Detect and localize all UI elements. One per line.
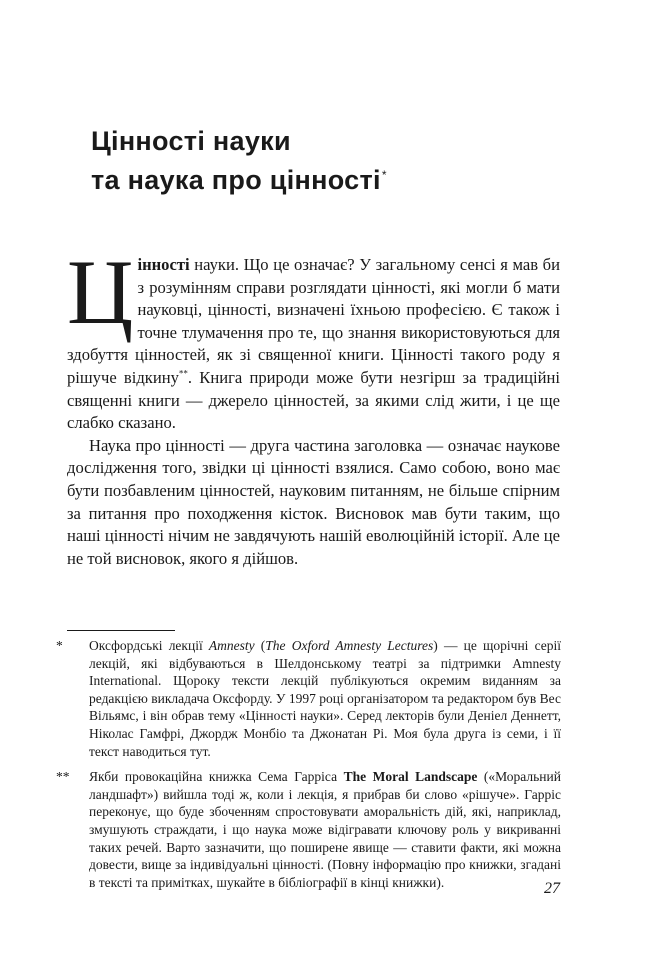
lead-word: інності (137, 255, 190, 274)
footnote-separator (67, 630, 175, 631)
chapter-title-line-2: та наука про цінності* (91, 165, 387, 195)
page-number: 27 (544, 880, 560, 897)
chapter-body (67, 241, 560, 570)
footnote-ref: ** (178, 368, 188, 379)
chapter-title-line-1: Цінності науки (91, 126, 291, 156)
chapter-title (91, 124, 571, 197)
paragraph-2: Наука про цінності — друга частина заголовка — означає наукове дослідження того, звідки ці цінності взялися. Само собою, воно має бути позбавленим цінностей, науковим питанням, не більше спірним за питання про походження кісток. Висновок мав бути таким, що наші цінності нічим не завдячують нашій еволюційній історії. Але це не той висновок, якого я дійшов. (67, 435, 560, 568)
paragraph-1: Цінності науки. Що це означає? У загальному сенсі я мав би з розумінням справи розглядати цінності, які могли б мати науковці, цінності, визначені їхньою професією. Є також і точне тлумачення про те, що знання використовуються для здобуття цінностей, як зі священної книги. Цінності такого роду я рішуче відкину**. Книга природи може бути незгірш за традиційні священні книги — джерело цінностей, за якими слід жити, і це ще слабко сказано. (67, 241, 560, 433)
footnote-text: Оксфордські лекції Amnesty (The Oxford Amnesty Lectures) — це щорічні серії лекцій, які відбуваються в Шелдонському театрі за підтримки Amnesty International. Щороку тексти лекцій публікуються окремим виданням за редакцією викладача Оксфорду. У 1997 році організатором та редактором був Вес Вільямс, і він обрав тему «Цінності науки». Серед лекторів були Деніел Деннетт, Ніколас Гамфрі, Джордж Монбіо та Джонатан Рі. Моя була друга із семи, і її текст наводиться тут. (89, 638, 562, 759)
footnote-mark: ** (56, 769, 70, 785)
title-footnote-mark: * (381, 168, 387, 182)
drop-cap: Ц (67, 241, 134, 343)
footnotes (54, 637, 561, 899)
footnote-2 (54, 768, 561, 891)
footnote-1 (54, 637, 561, 760)
footnote-text: Якби провокаційна книжка Сема Гарріса The Moral Landscape («Моральний ландшафт») вийшла тоді ж, коли і лекція, я прибрав би слово «рішуче». Гарріс переконує, що буде збоченням спростовувати аморальність дій, які, наприклад, змушують страждати, і що наука може відігравати ключову роль у викриванні таких речей. Варто зазначити, що поширене явище — ставити факти, які можна довести, вище за індивідуальні цінності. (Повну інформацію про книжки, згадані в тексті та примітках, шукайте в бібліографії в кінці книжки). (89, 769, 561, 890)
footnote-mark: * (56, 638, 63, 653)
